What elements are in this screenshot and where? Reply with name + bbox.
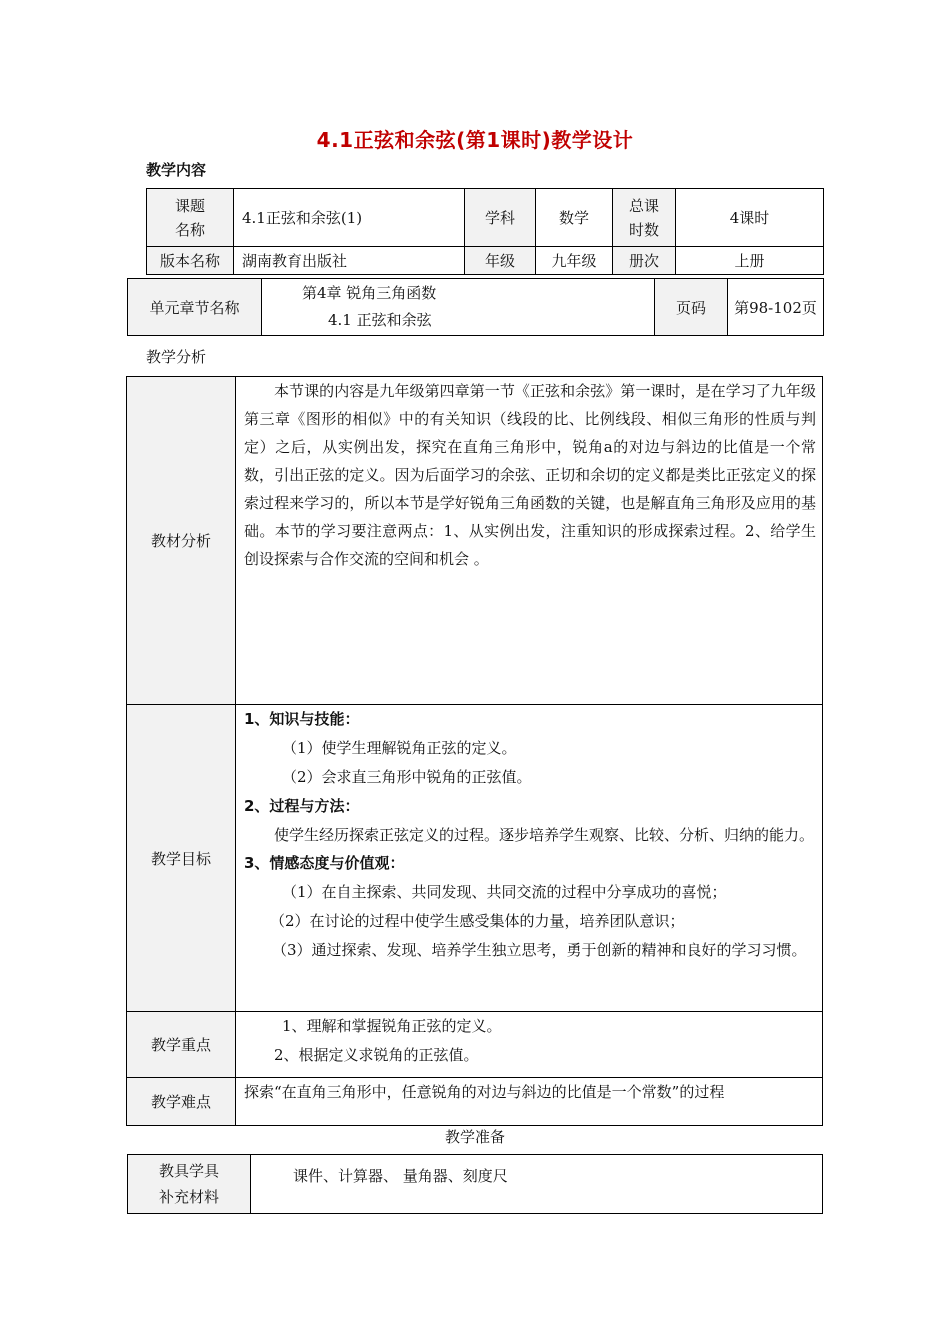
- page-title: 4.1正弦和余弦(第1课时)教学设计: [316, 128, 634, 152]
- analysis-table: [126, 376, 823, 1126]
- goal-3-item-c-text: （3）通过探索、发现、培养学生独立思考，勇于创新的精神和良好的学习习惯。: [272, 941, 807, 959]
- section-teaching-analysis: 教学分析: [146, 348, 207, 366]
- goal-1-title: 1、知识与技能：: [244, 710, 360, 728]
- teaching-goals-cell: [236, 705, 823, 1012]
- prep-table: [127, 1154, 823, 1214]
- subject-label: 学科: [465, 189, 536, 247]
- material-analysis-label: 教材分析: [127, 377, 236, 705]
- chapter-label: 单元章节名称: [128, 279, 262, 336]
- hours-label: 总课 时数: [613, 189, 676, 247]
- material-analysis-cell: [236, 377, 823, 705]
- material-analysis-text: 本节课的内容是九年级第四章第一节《正弦和余弦》第一课时，是在学习了九年级第三章《图形的相似》中的有关知识（线段的比、比例线段、相似三角形的性质与判定）之后，从实例出发，探究在直角三角形中，锐角a的对边与斜边的比值是一个常数，引出正弦的定义。因为后面学习的余弦、正切和余切的定义都是类比正弦定义的探索过程来学习的，所以本节是学好锐角三角函数的关键，也是解直角三角形及应用的基础。本节的学习要注意两点：1、从实例出发，注重知识的形成探索过程。2、给学生创设探索与合作交流的空间和机会 。: [244, 382, 816, 568]
- chapter-line-1: 第4章 锐角三角函数: [302, 284, 437, 302]
- difficulty-label: 教学难点: [127, 1078, 236, 1126]
- goal-3-item-b: （2）在讨论的过程中使学生感受集体的力量，培养团队意识；: [270, 912, 685, 930]
- grade-value: 九年级: [536, 247, 613, 275]
- difficulty-text: 探索“在直角三角形中，任意锐角的对边与斜边的比值是一个常数”的过程: [244, 1083, 725, 1101]
- topic-value: 4.1正弦和余弦(1): [234, 189, 465, 247]
- goal-3-item-a: （1）在自主探索、共同发现、共同交流的过程中分享成功的喜悦；: [282, 883, 727, 901]
- key-point-2: 2、根据定义求锐角的正弦值。: [274, 1046, 479, 1064]
- prep-value: 课件、计算器、 量角器、刻度尺: [251, 1155, 823, 1214]
- prep-label: [128, 1155, 251, 1214]
- hours-value: 4课时: [676, 189, 824, 247]
- goal-3-item-c: [244, 936, 816, 965]
- key-points-cell: [236, 1012, 823, 1078]
- course-info-table: [146, 188, 824, 275]
- goal-1-item-b: （2）会求直三角形中锐角的正弦值。: [282, 768, 532, 786]
- page-label: 页码: [655, 279, 728, 336]
- topic-label: 课题 名称: [147, 189, 234, 247]
- key-point-1: 1、理解和掌握锐角正弦的定义。: [282, 1017, 502, 1035]
- edition-label: 版本名称: [147, 247, 234, 275]
- goal-2-text: 使学生经历探索正弦定义的过程。逐步培养学生观察、比较、分析、归纳的能力。: [274, 826, 815, 844]
- chapter-line-2: 4.1 正弦和余弦: [328, 311, 432, 329]
- key-points-label: 教学重点: [127, 1012, 236, 1078]
- subject-value: 数学: [536, 189, 613, 247]
- prep-label-line-2: 补充材料: [158, 1188, 219, 1206]
- volume-value: 上册: [676, 247, 824, 275]
- goal-2-title: 2、过程与方法：: [244, 797, 360, 815]
- goal-1-item-a: （1）使学生理解锐角正弦的定义。: [282, 739, 517, 757]
- chapter-value: [262, 279, 655, 336]
- page-value: 第98-102页: [728, 279, 824, 336]
- difficulty-cell: [236, 1078, 823, 1126]
- teaching-goals-label: 教学目标: [127, 705, 236, 1012]
- grade-label: 年级: [465, 247, 536, 275]
- chapter-table: [127, 278, 824, 336]
- volume-label: 册次: [613, 247, 676, 275]
- goal-3-title: 3、情感态度与价值观：: [244, 854, 405, 872]
- section-teaching-prep: 教学准备: [444, 1128, 505, 1146]
- section-teaching-content: 教学内容: [146, 161, 207, 179]
- edition-value: 湖南教育出版社: [234, 247, 465, 275]
- prep-label-line-1: 教具学具: [158, 1162, 219, 1180]
